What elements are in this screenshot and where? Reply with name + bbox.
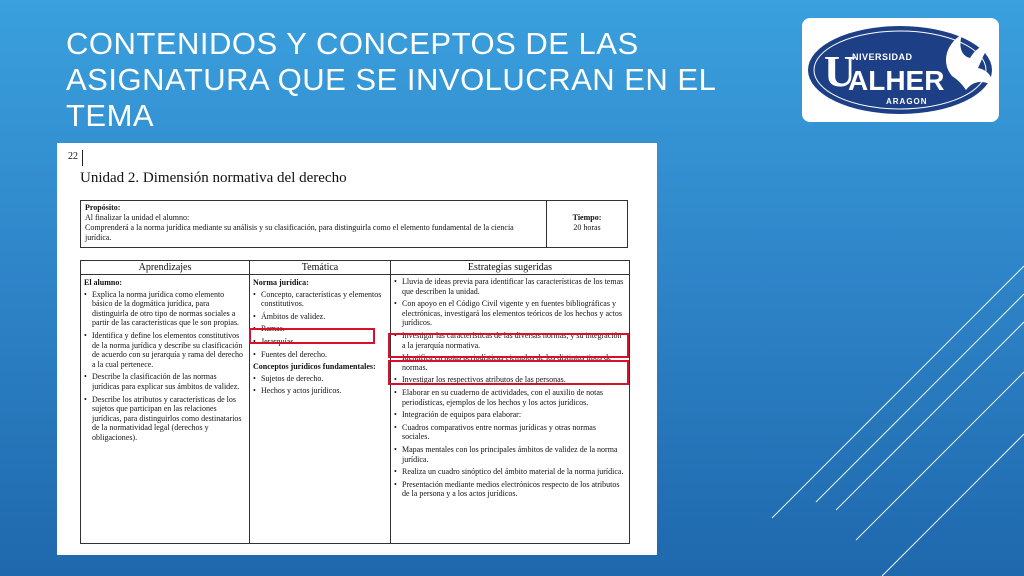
column-header: Temática xyxy=(250,261,390,275)
time-cell xyxy=(547,201,627,247)
deco-line xyxy=(836,322,1024,510)
deco-line xyxy=(856,372,1024,540)
deco-line xyxy=(772,266,1024,518)
logo-top-text: NIVERSIDAD xyxy=(852,52,913,62)
list-item: • Identifica y define los elementos constitutivos de la norma jurídica y describe su clasificación de acuerdo con su jerarquía y rama del derecho a la cual pertenece. xyxy=(84,331,245,369)
time-value: 20 horas xyxy=(573,223,601,232)
slide-title: CONTENIDOS Y CONCEPTOS DE LAS ASIGNATURA QUE SE INVOLUCRAN EN EL TEMA xyxy=(66,26,716,133)
list-item: • Investigar los respectivos atributos de las personas. xyxy=(394,375,625,385)
purpose-line-1: Al finalizar la unidad el alumno: xyxy=(85,213,190,222)
deco-line xyxy=(882,434,1024,576)
column-aprendizajes xyxy=(81,261,250,543)
time-label: Tiempo: xyxy=(572,213,602,222)
list-item: • Con apoyo en el Código Civil vigente y en fuentes bibliográficas y electrónicas, investigará los elementos teóricos de los hechos y actos jurídicos. xyxy=(394,299,625,328)
purpose-line-2: Comprenderá a la norma jurídica mediante su análisis y su clasificación, para distinguirla como el elemento fundamental de la ciencia jurídica. xyxy=(85,223,514,242)
column-estrategias xyxy=(391,261,629,543)
list-item: • Mapas mentales con los principales ámbitos de validez de la norma jurídica. xyxy=(394,445,625,464)
logo-graphic xyxy=(802,18,999,122)
list-item: • Explica la norma jurídica como elemento básico de la dogmática jurídica, para distinguirla de otro tipo de normas sociales a partir de las características que le son propias. xyxy=(84,290,245,328)
tematica-section-2: Conceptos jurídicos fundamentales: xyxy=(253,362,376,372)
highlight-investigar-normas xyxy=(388,333,629,358)
logo-letter-u: U xyxy=(824,47,856,96)
content-table xyxy=(80,260,630,544)
university-logo xyxy=(802,18,999,122)
document-image xyxy=(57,143,657,555)
list-item: • Elaborar en su cuaderno de actividades, con el auxilio de notas periodísticas, ejemplos de los hechos y los actos jurídicos. xyxy=(394,388,625,407)
list-item: • Describe los atributos y características de los sujetos que participan en las relaciones jurídicas, para distinguirlos como destinatarios de la normatividad legal (derechos y obligaciones). xyxy=(84,395,245,443)
aprendizajes-intro: El alumno: xyxy=(84,278,123,287)
list-item: • Sujetos de derecho. xyxy=(253,374,386,384)
decorative-lines xyxy=(760,240,1024,576)
column-header: Aprendizajes xyxy=(81,261,249,275)
purpose-box xyxy=(80,200,628,248)
highlight-ramas xyxy=(249,328,375,344)
list-item: • Ámbitos de validez. xyxy=(253,312,386,322)
list-item: • Identifica en notas periodísticas ejemplos de los distintos tipos de normas. xyxy=(394,353,625,372)
highlight-identifica-notas xyxy=(388,360,629,385)
page-divider xyxy=(82,150,83,166)
list-item: • Describe la clasificación de las normas jurídicas para explicar sus ámbitos de validez. xyxy=(84,372,245,391)
list-item: • Ramas. xyxy=(253,324,386,334)
tematica-section-1: Norma jurídica: xyxy=(253,278,309,287)
unit-title: Unidad 2. Dimensión normativa del derecho xyxy=(80,170,347,186)
column-tematica xyxy=(250,261,391,543)
page-number: 22 xyxy=(68,151,78,162)
list-item: • Lluvia de ideas previa para identificar las características de los temas que describen la unidad. xyxy=(394,277,625,296)
logo-main-text: ALHER xyxy=(848,65,945,96)
list-item: • Investigar las características de las diversas normas, y su integración a la jerarquía normativa. xyxy=(394,331,625,350)
column-header: Estrategias sugeridas xyxy=(391,261,629,275)
purpose-text xyxy=(81,201,547,247)
list-item: • Presentación mediante medios electrónicos respecto de los atributos de la persona y a los actos jurídicos. xyxy=(394,480,625,499)
list-item: • Fuentes del derecho. xyxy=(253,350,386,360)
list-item: • Hechos y actos jurídicos. xyxy=(253,386,386,396)
purpose-heading: Propósito: xyxy=(85,203,121,212)
list-item: • Concepto, características y elementos constitutivos. xyxy=(253,290,386,309)
logo-sub-text: ARAGON xyxy=(886,97,928,106)
list-item: • Realiza un cuadro sinóptico del ámbito material de la norma jurídica. xyxy=(394,467,625,477)
list-item: • Integración de equipos para elaborar: xyxy=(394,410,625,420)
list-item: • Jerarquías. xyxy=(253,337,386,347)
deco-line xyxy=(816,294,1024,502)
list-item: • Cuadros comparativos entre normas jurídicas y otras normas sociales. xyxy=(394,423,625,442)
